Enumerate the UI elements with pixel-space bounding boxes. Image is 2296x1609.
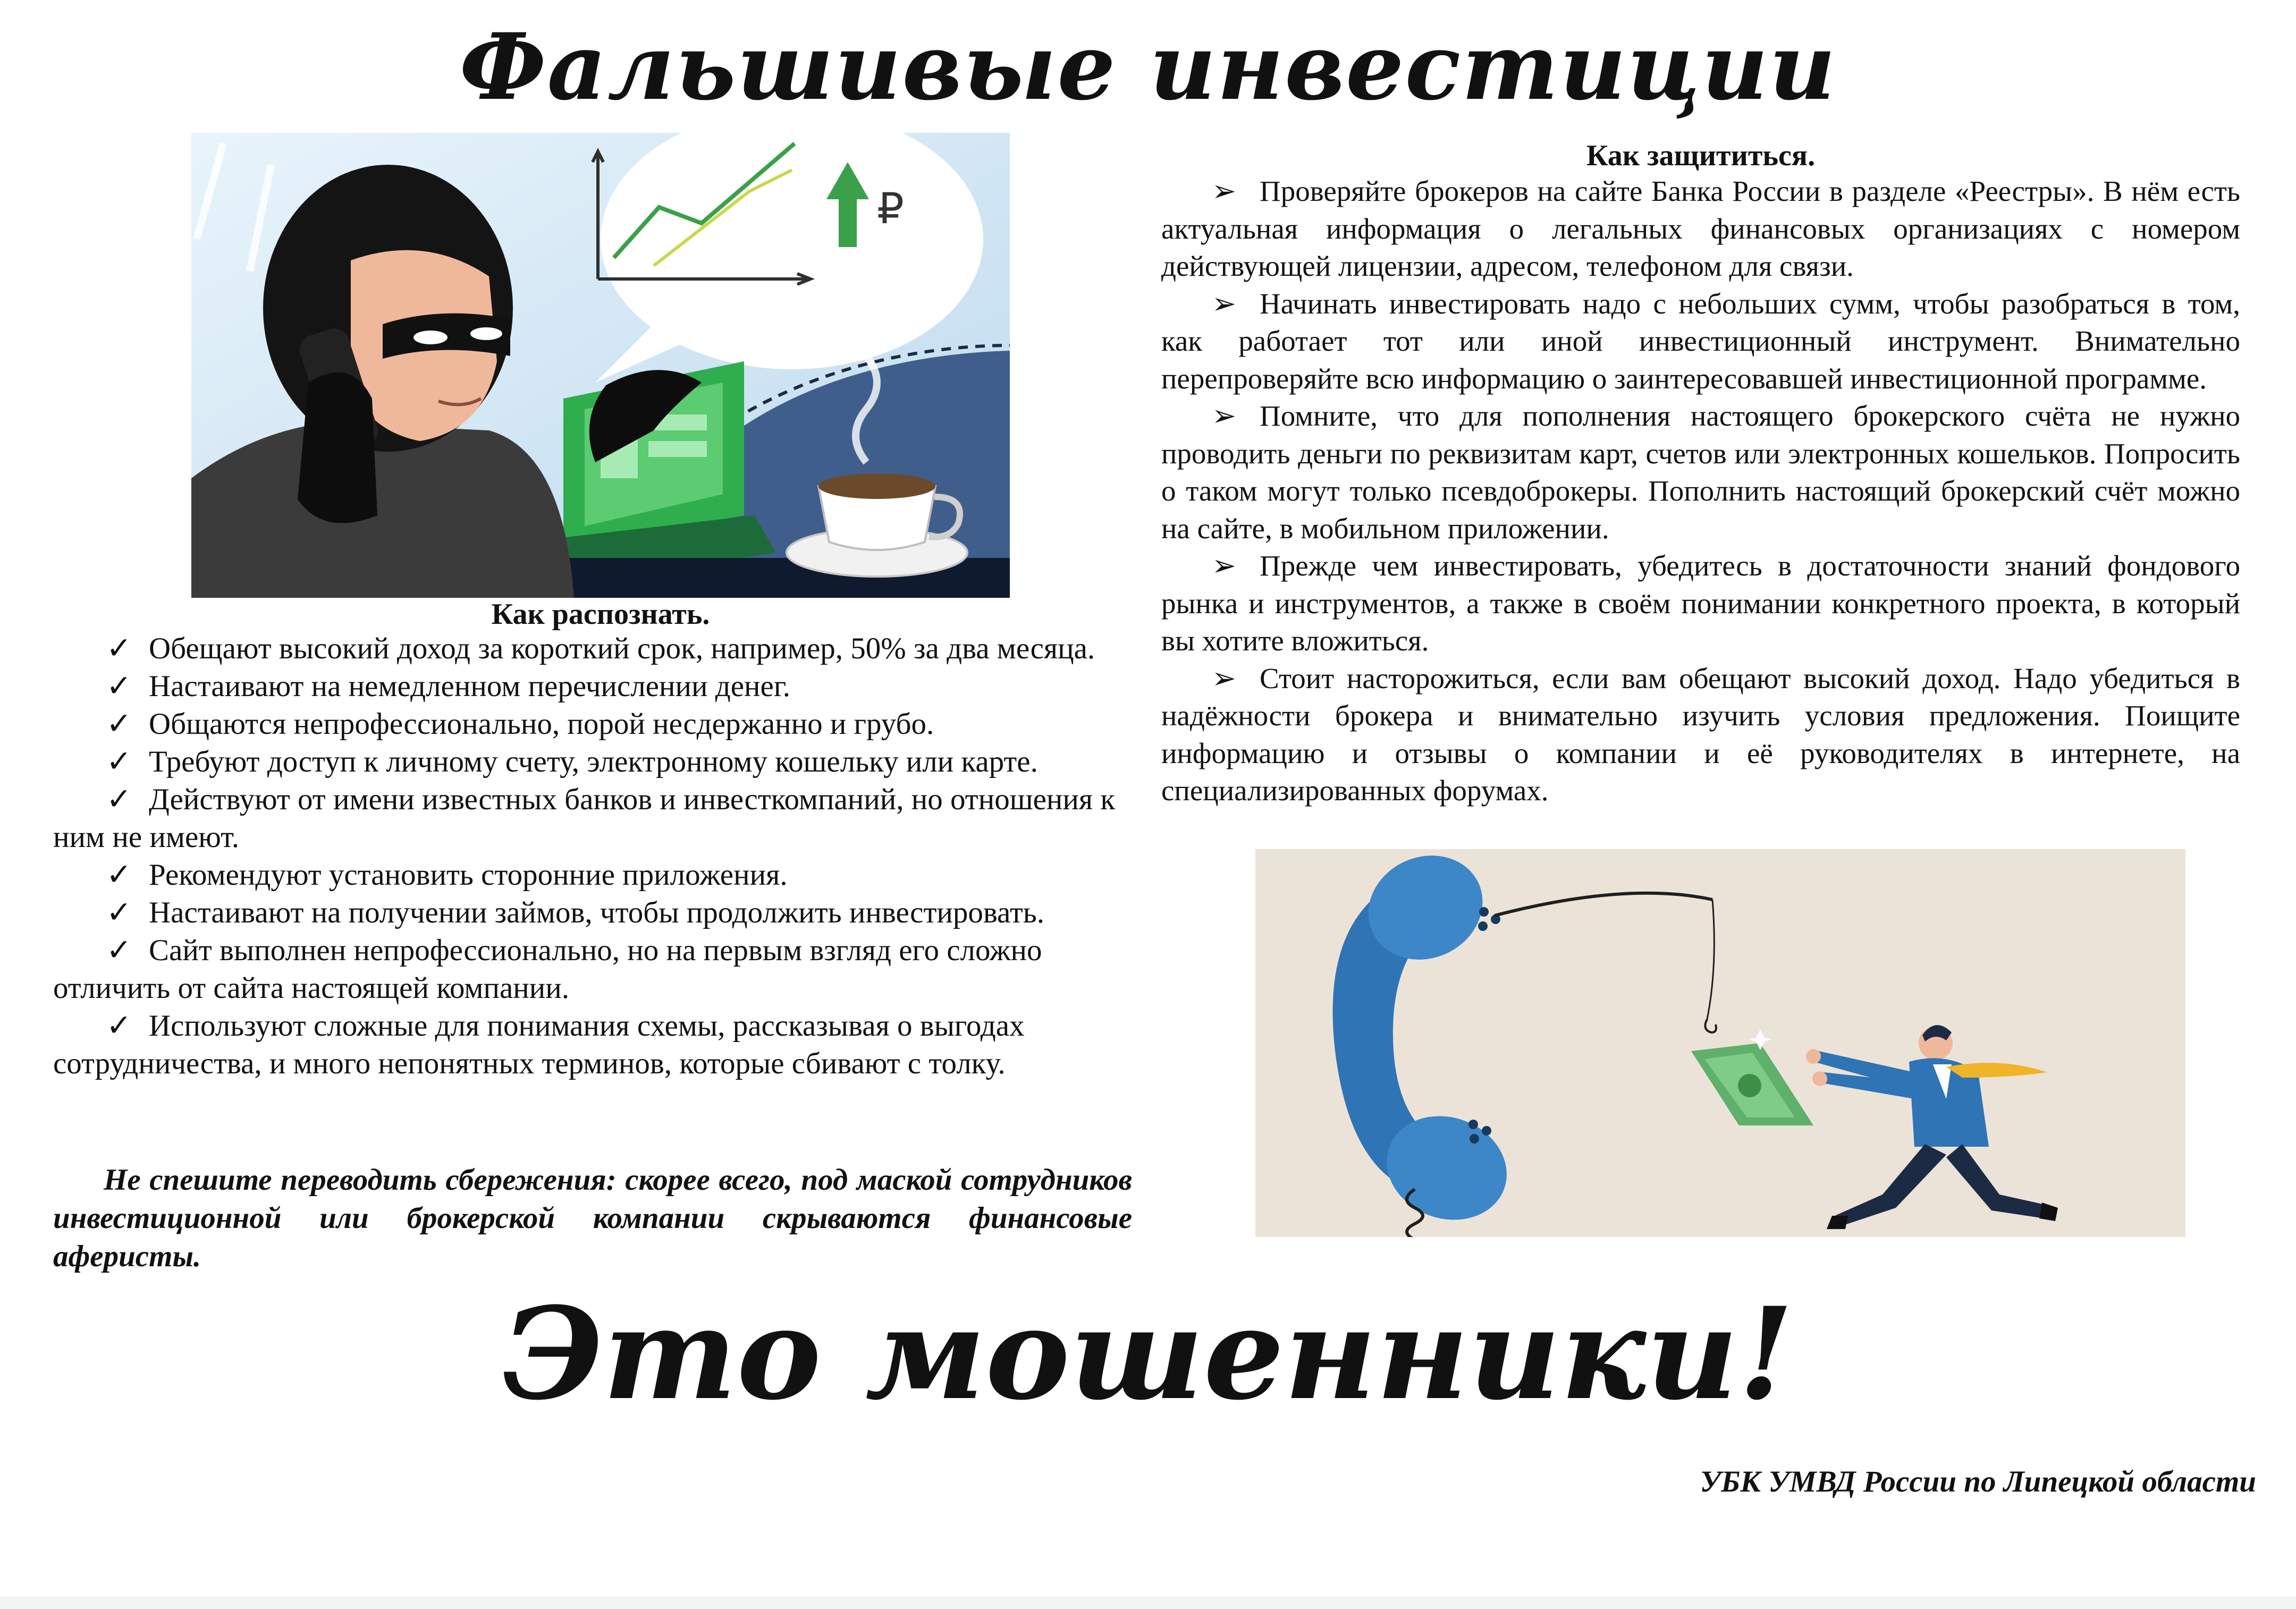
list-item [1161, 397, 2240, 547]
list-item [1161, 285, 2240, 398]
arrowhead-bullet-icon: ➢ [1212, 662, 1237, 695]
arrowhead-bullet-icon: ➢ [1212, 549, 1237, 582]
arrowhead-bullet-icon: ➢ [1212, 400, 1237, 432]
list-item-text: Действуют от имени известных банков и инвесткомпаний, но отношения к ним не имеют. [53, 783, 1116, 854]
list-item-text: Используют сложные для понимания схемы, рассказывая о выгодах сотрудничества, и много непонятных терминов, которые сбивают с толку. [53, 1009, 1025, 1080]
list-item [53, 931, 1132, 1007]
list-item-text: Прежде чем инвестировать, убедитесь в достаточности знаний фондового рынка и инструментов, а также в своём понимании конкретного проекта, в который вы хотите вложиться. [1161, 549, 2240, 657]
check-mark-icon: ✓ [106, 707, 132, 741]
protect-list [1161, 173, 2240, 810]
check-mark-icon: ✓ [106, 632, 132, 665]
footer-organization: УБК УМВД России по Липецкой области [1700, 1465, 2256, 1498]
page-title: Фальшивые инвестиции [459, 13, 1837, 121]
list-item [53, 1007, 1132, 1082]
check-mark-icon: ✓ [106, 858, 132, 892]
list-item-text: Настаивают на получении займов, чтобы продолжить инвестировать. [149, 896, 1045, 929]
list-item-text: Сайт выполнен непрофессионально, но на первым взгляд его сложно отличить от сайта настоящей компании. [53, 934, 1042, 1005]
list-item [1161, 660, 2240, 810]
phone-fishing-bait-icon [1255, 849, 2185, 1237]
list-item-text: Настаивают на немедленном перечислении денег. [149, 670, 791, 703]
ruble-sign: ₽ [877, 185, 904, 232]
list-item-text: Рекомендуют установить сторонние приложения. [149, 858, 788, 892]
check-mark-icon: ✓ [106, 670, 132, 703]
list-item-text: Требуют доступ к личному счету, электронному кошельку или карте. [149, 745, 1038, 778]
list-item [53, 667, 1132, 705]
list-item [53, 856, 1132, 894]
arrowhead-bullet-icon: ➢ [1212, 175, 1237, 207]
list-item [53, 894, 1132, 931]
list-item-text: Помните, что для пополнения настоящего брокерского счёта не нужно проводить деньги по реквизитам карт, счетов или электронных кошельков. Попросить о таком могут только псевдоброкеры. Пополнить настоящий брокерский счёт можно на сайте, в мобильном приложении. [1161, 400, 2240, 545]
scammer-illustration [191, 133, 1010, 598]
arrowhead-bullet-icon: ➢ [1212, 287, 1237, 320]
list-item [53, 705, 1132, 743]
list-item-text: Стоит насторожиться, если вам обещают высокий доход. Надо убедиться в надёжности брокера и внимательно изучить условия предложения. Поищите информацию и отзывы о компании и её руководителях в интернете, на специализированных форумах. [1161, 662, 2240, 807]
recognize-list [53, 630, 1132, 1082]
list-item [53, 781, 1132, 856]
warning-paragraph: Не спешите переводить сбережения: скорее всего, под маской сотрудников инвестиционной или брокерской компании скрываются финансовые аферисты. [53, 1163, 1132, 1273]
bottom-strip [0, 1597, 2296, 1609]
list-item-text: Обещают высокий доход за короткий срок, например, 50% за два месяца. [149, 632, 1095, 665]
check-mark-icon: ✓ [106, 783, 132, 816]
phone-bait-illustration [1255, 849, 2185, 1237]
check-mark-icon: ✓ [106, 1009, 132, 1043]
big-warning-text: Это мошенники! [502, 1280, 1794, 1428]
list-item-text: Проверяйте брокеров на сайте Банка России в разделе «Реестры». В нём есть актуальная информация о легальных финансовых организациях с номером действующей лицензии, адресом, телефоном для связи. [1161, 175, 2240, 282]
list-item-text: Общаются непрофессионально, порой несдержанно и грубо. [149, 707, 934, 741]
protect-heading: Как защититься. [1586, 139, 1816, 172]
masked-scammer-icon [191, 133, 1010, 598]
list-item [1161, 173, 2240, 285]
check-mark-icon: ✓ [106, 896, 132, 929]
check-mark-icon: ✓ [106, 745, 132, 778]
list-item [1161, 547, 2240, 660]
list-item-text: Начинать инвестировать надо с небольших сумм, чтобы разобраться в том, как работает тот или иной инвестиционный инструмент. Внимательно перепроверяйте всю информацию о заинтересовавшей инвестиционной программе. [1161, 287, 2240, 395]
list-item [53, 630, 1132, 667]
list-item [53, 743, 1132, 781]
check-mark-icon: ✓ [106, 934, 132, 967]
recognize-heading: Как распознать. [491, 598, 710, 631]
